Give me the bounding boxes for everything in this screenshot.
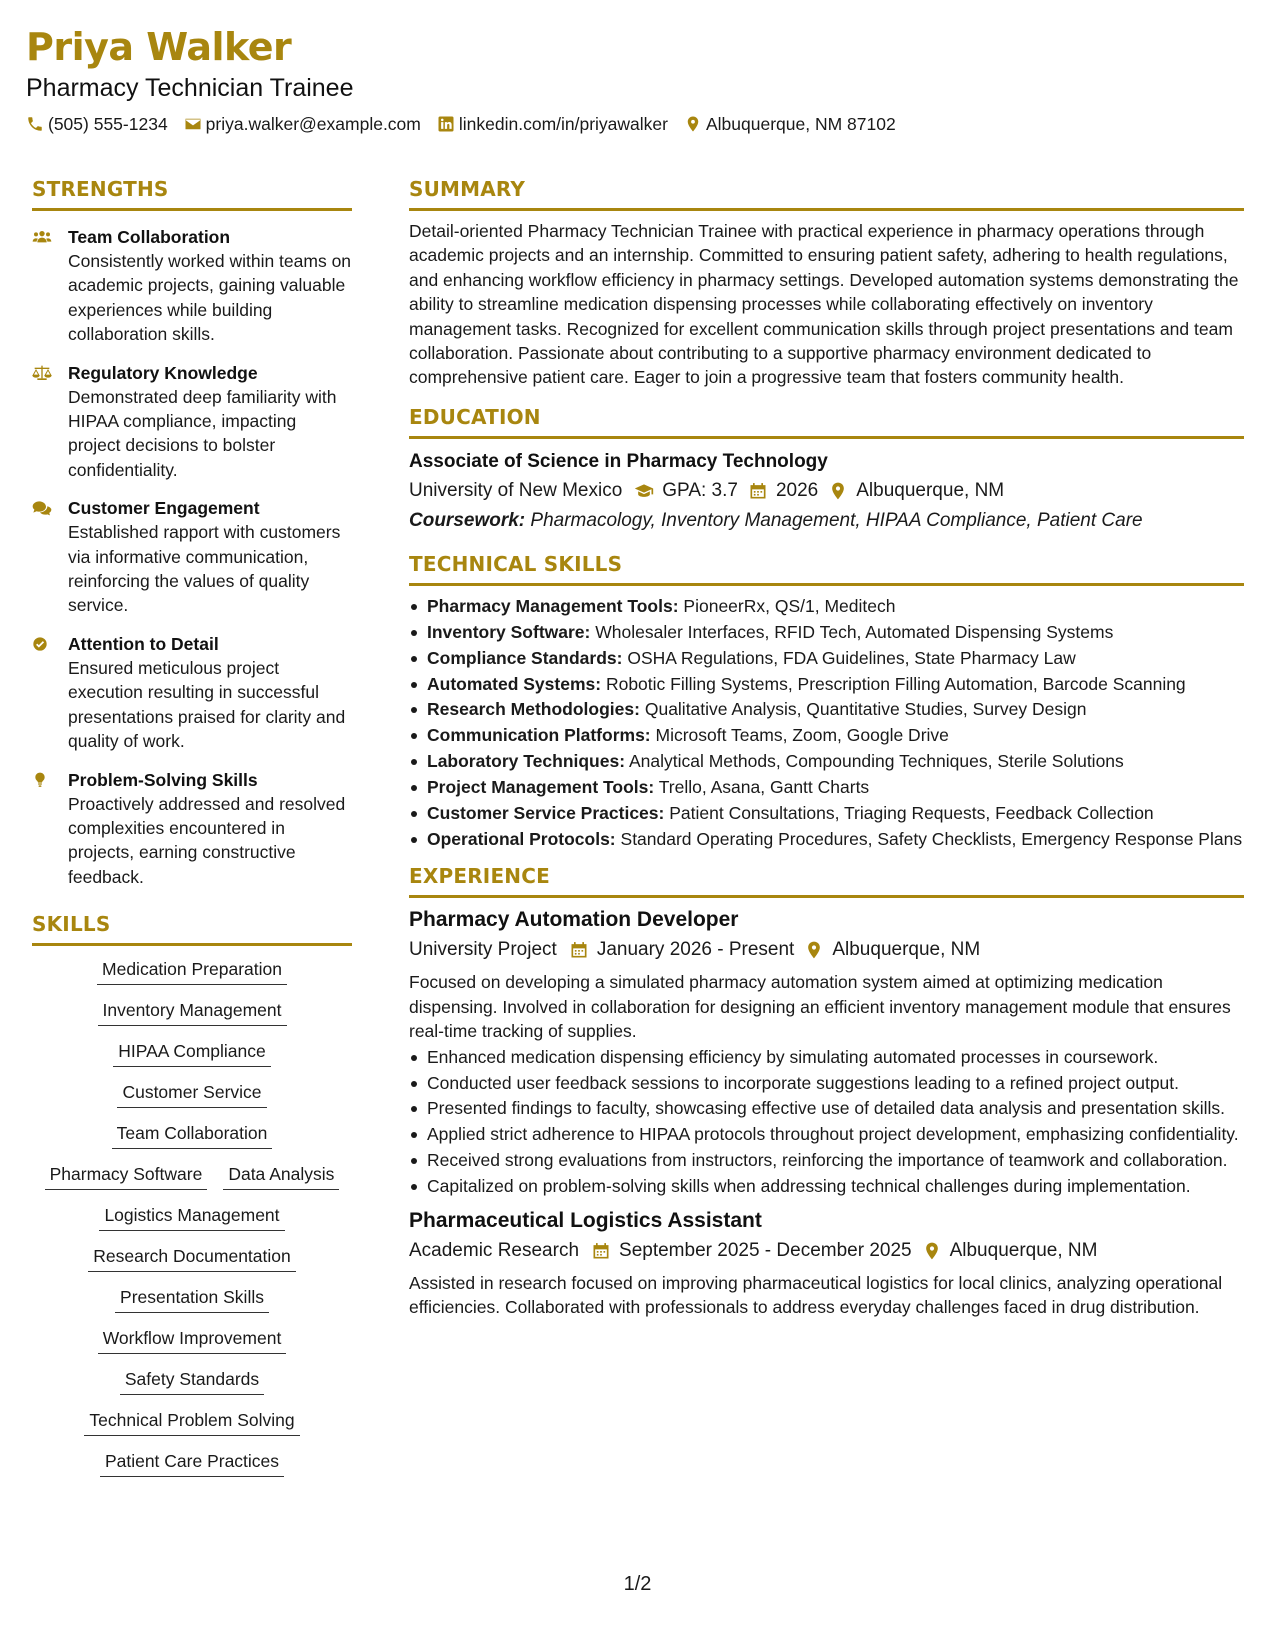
skill-category: Pharmacy Management Tools: (427, 595, 679, 616)
map-pin-icon (804, 940, 824, 960)
school-name: University of New Mexico (409, 479, 623, 501)
skill-tag: Pharmacy Software (45, 1163, 208, 1190)
list-item: Received strong evaluations from instructors, reinforcing the importance of teamwork and collaboration. (409, 1148, 1244, 1172)
candidate-title: Pharmacy Technician Trainee (26, 74, 354, 102)
job-organization: University Project (409, 939, 557, 961)
job-location: Albuquerque, NM (832, 939, 981, 961)
skill-values: PioneerRx, QS/1, Meditech (683, 595, 896, 616)
envelope-icon (184, 115, 202, 133)
job-dates: September 2025 - December 2025 (619, 1239, 912, 1261)
candidate-name: Priya Walker (26, 25, 292, 69)
skill-tag: Customer Service (117, 1081, 266, 1108)
phone-icon (26, 115, 44, 133)
job-organization: Academic Research (409, 1239, 580, 1261)
education-heading: EDUCATION (409, 404, 541, 429)
skill-category: Automated Systems: (427, 673, 602, 694)
skill-tag: Inventory Management (98, 999, 287, 1026)
contact-linkedin[interactable] (437, 113, 668, 135)
contact-bar (26, 113, 1246, 135)
strength-description: Established rapport with customers via informative communication, reinforcing the values of quality service. (68, 522, 341, 616)
section-divider (409, 436, 1244, 439)
skill-tag: Workflow Improvement (98, 1327, 287, 1354)
calendar-icon (591, 1241, 611, 1261)
lightbulb-icon (32, 771, 58, 789)
summary-heading: SUMMARY (409, 177, 526, 201)
skill-values: Robotic Filling Systems, Prescription Filling Automation, Barcode Scanning (605, 673, 1186, 694)
strengths-section (32, 176, 352, 889)
contact-phone-text: (505) 555-1234 (48, 114, 168, 134)
strength-description: Consistently worked within teams on academic projects, gaining valuable experiences while building collaboration skills. (68, 251, 352, 345)
skill-tag: Team Collaboration (112, 1122, 273, 1149)
strength-item (32, 361, 352, 483)
skill-category: Project Management Tools: (427, 777, 655, 798)
skill-category: Customer Service Practices: (427, 803, 665, 824)
left-column (32, 176, 352, 1491)
skill-category: Inventory Software: (427, 621, 591, 642)
contact-linkedin-text[interactable]: linkedin.com/in/priyawalker (458, 114, 668, 134)
skill-tag: Safety Standards (120, 1368, 264, 1395)
linkedin-icon (437, 115, 455, 133)
strength-item (32, 496, 352, 618)
list-item: Enhanced medication dispensing efficiency by simulating automated processes in coursework. (409, 1045, 1244, 1069)
degree-title: Associate of Science in Pharmacy Technology (409, 450, 828, 472)
summary-text: Detail-oriented Pharmacy Technician Trainee with practical experience in pharmacy operations through academic projects and an internship. Committed to ensuring patient safety, adhering to health regulations, and enhancing workflow efficiency in pharmacy settings. Developed automation systems demonstrating the ability to streamline medication dispensing processes while collaborating effectively on inventory management tasks. Recognized for excellent communication skills through project presentations and team collaboration. Passionate about contributing to a supportive pharmacy environment dedicated to comprehensive patient care. Eager to join a progressive team that fosters community health. (409, 221, 1239, 388)
calendar-icon (748, 481, 768, 501)
job-dates: January 2026 - Present (596, 939, 795, 961)
skill-values: Standard Operating Procedures, Safety Checklists, Emergency Response Plans (620, 829, 1243, 849)
list-item (409, 723, 1244, 747)
skill-values: OSHA Regulations, FDA Guidelines, State Pharmacy Law (627, 647, 1076, 668)
skill-tag: Presentation Skills (115, 1286, 269, 1313)
contact-location-text: Albuquerque, NM 87102 (706, 114, 896, 134)
strength-description: Proactively addressed and resolved complexities encountered in projects, earning constructive feedback. (68, 793, 346, 887)
strength-description: Demonstrated deep familiarity with HIPAA compliance, impacting project decisions to bolster confidentiality. (68, 386, 337, 480)
job-description: Assisted in research focused on improving pharmaceutical logistics for local clinics, analyzing operational efficiencies. Collaborated with professionals to address everyday challenges faced in drug distribution. (409, 1272, 1223, 1317)
skill-values: Analytical Methods, Compounding Techniques, Sterile Solutions (628, 751, 1124, 772)
map-pin-icon (922, 1241, 942, 1261)
job-meta (409, 936, 1244, 964)
chat-icon (32, 499, 58, 517)
resume-header (26, 22, 1246, 135)
section-divider (409, 583, 1244, 586)
list-item (409, 749, 1244, 773)
education-location: Albuquerque, NM (856, 479, 1005, 501)
education-meta (409, 477, 1244, 505)
skill-tag: Patient Care Practices (100, 1450, 284, 1477)
education-section (409, 404, 1244, 535)
job-location: Albuquerque, NM (949, 1239, 1098, 1261)
technical-skills-heading: TECHNICAL SKILLS (409, 551, 623, 576)
list-item (409, 775, 1244, 799)
strength-title: Problem-Solving Skills (68, 769, 258, 790)
skill-values: Microsoft Teams, Zoom, Google Drive (655, 725, 949, 746)
skills-heading: SKILLS (32, 912, 111, 937)
skill-category: Laboratory Techniques: (427, 751, 626, 772)
strength-title: Team Collaboration (68, 227, 231, 247)
section-divider (32, 943, 352, 946)
section-divider (32, 208, 352, 211)
check-circle-icon (32, 635, 58, 653)
strength-title: Attention to Detail (68, 633, 219, 654)
contact-email-text[interactable]: priya.walker@example.com (205, 114, 421, 134)
contact-email[interactable] (184, 113, 421, 135)
job-title: Pharmacy Automation Developer (409, 908, 739, 932)
right-column (409, 176, 1244, 1319)
strength-description: Ensured meticulous project execution resulting in successful presentations praised for clarity and quality of work. (68, 657, 346, 752)
section-divider (409, 208, 1244, 211)
list-item (409, 646, 1244, 670)
gpa: GPA: 3.7 (662, 479, 738, 501)
experience-section (409, 863, 1244, 1319)
job-entry (409, 1207, 1244, 1320)
job-title: Pharmaceutical Logistics Assistant (409, 1208, 762, 1232)
summary-section (409, 176, 1244, 390)
skill-tag: Logistics Management (99, 1204, 284, 1231)
coursework-label: Coursework: (409, 509, 526, 531)
skill-values: Trello, Asana, Gantt Charts (658, 777, 870, 798)
strength-title: Customer Engagement (68, 498, 260, 519)
skill-category: Compliance Standards: (427, 647, 623, 668)
technical-skills-section (409, 551, 1244, 852)
users-icon (32, 228, 58, 246)
skill-values: Patient Consultations, Triaging Requests, Feedback Collection (669, 803, 1154, 824)
map-pin-icon (828, 481, 848, 501)
calendar-icon (569, 940, 589, 960)
list-item (409, 620, 1244, 644)
strength-title: Regulatory Knowledge (68, 362, 258, 383)
skill-tag: Research Documentation (88, 1245, 295, 1272)
list-item (409, 594, 1244, 618)
skills-list (32, 958, 352, 1491)
scale-icon (32, 364, 58, 382)
coursework (409, 507, 1244, 535)
skill-values: Wholesaler Interfaces, RFID Tech, Automated Dispensing Systems (595, 621, 1114, 642)
skill-tag: HIPAA Compliance (113, 1040, 271, 1067)
strength-item (32, 632, 352, 754)
list-item (409, 801, 1244, 825)
job-bullets (409, 1045, 1244, 1199)
skill-tag: Data Analysis (223, 1163, 339, 1190)
list-item (409, 827, 1244, 851)
skill-tag: Technical Problem Solving (84, 1409, 299, 1436)
job-entry (409, 906, 1244, 1198)
list-item: Presented findings to faculty, showcasing effective use of detailed data analysis and presentation skills. (409, 1096, 1244, 1120)
skill-tag: Medication Preparation (97, 958, 287, 985)
list-item: Conducted user feedback sessions to incorporate suggestions leading to a refined project output. (409, 1071, 1244, 1095)
job-description: Focused on developing a simulated pharmacy automation system aimed at optimizing medication dispensing. Involved in collaboration for designing an efficient inventory management module that ensures real-time tracking of supplies. (409, 972, 1231, 1042)
experience-heading: EXPERIENCE (409, 864, 550, 889)
list-item (409, 672, 1244, 696)
skill-values: Qualitative Analysis, Quantitative Studies, Survey Design (644, 699, 1087, 720)
job-meta (409, 1237, 1244, 1265)
graduation-year: 2026 (775, 479, 819, 501)
skills-section (32, 911, 352, 1491)
contact-phone (26, 113, 168, 135)
strength-item (32, 768, 352, 890)
strengths-heading: STRENGTHS (32, 177, 169, 201)
skill-category: Research Methodologies: (427, 699, 640, 720)
list-item: Applied strict adherence to HIPAA protocols throughout project development, emphasizing confidentiality. (409, 1122, 1244, 1146)
graduation-cap-icon (634, 481, 654, 501)
coursework-list: Pharmacology, Inventory Management, HIPAA Compliance, Patient Care (530, 509, 1143, 531)
page-number: 1/2 (623, 1573, 652, 1595)
contact-location (684, 113, 896, 135)
list-item: Capitalized on problem-solving skills when addressing technical challenges during implementation. (409, 1174, 1244, 1198)
skill-category: Communication Platforms: (427, 725, 651, 746)
map-pin-icon (684, 115, 702, 133)
skill-category: Operational Protocols: (427, 829, 616, 849)
section-divider (409, 895, 1244, 898)
technical-skills-list (409, 594, 1244, 852)
strength-item (32, 225, 352, 347)
list-item (409, 697, 1244, 721)
